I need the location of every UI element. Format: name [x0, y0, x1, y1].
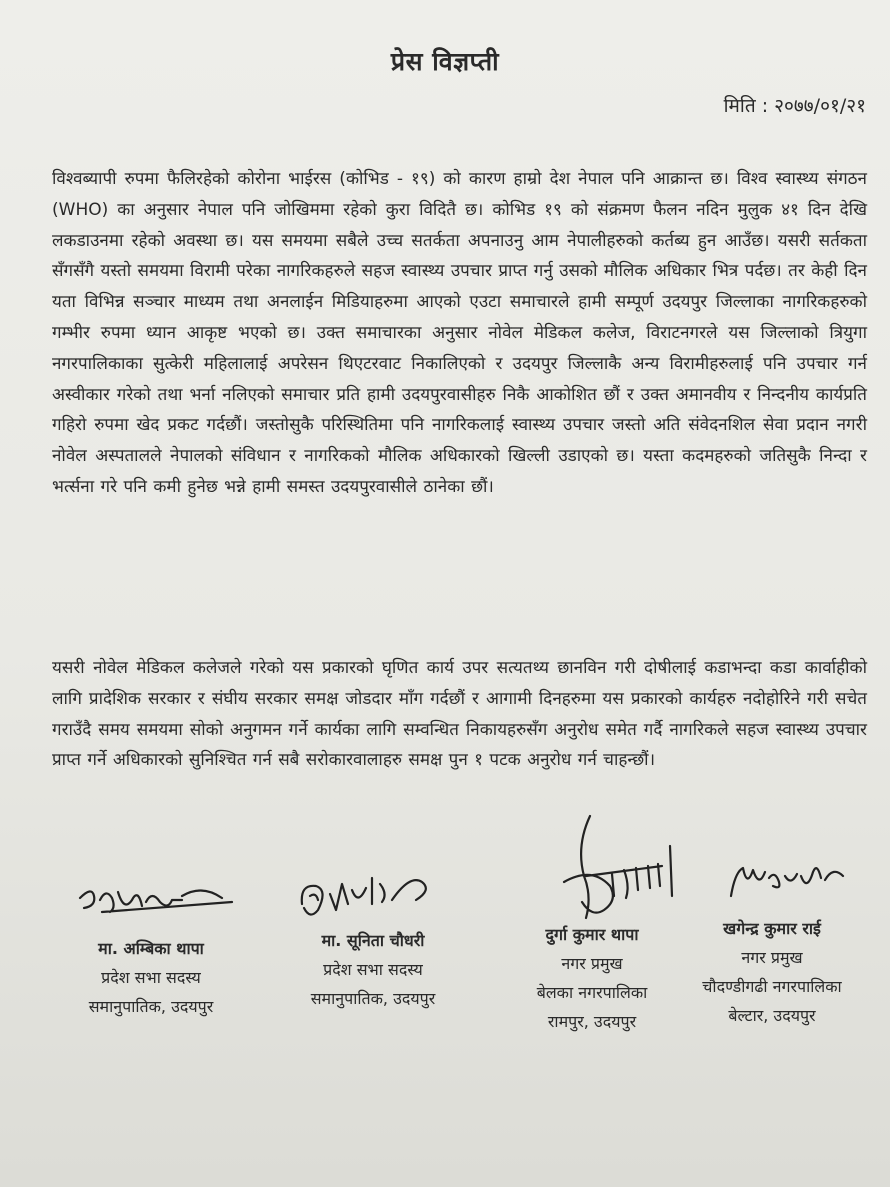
- signatory-office: चौदण्डीगढी नगरपालिका: [702, 977, 842, 996]
- signatory-title: प्रदेश सभा सदस्य: [323, 960, 423, 979]
- signature-3-image: [552, 806, 692, 936]
- signatory-title: नगर प्रमुख: [561, 954, 623, 973]
- signatory-1: [56, 934, 246, 1021]
- signatory-name: मा. अम्बिका थापा: [98, 939, 204, 958]
- document-title: प्रेस विज्ञप्ती: [390, 47, 500, 76]
- signatory-name: खगेन्द्र कुमार राई: [723, 919, 821, 938]
- signatory-affiliation: समानुपातिक, उदयपुर: [310, 989, 436, 1008]
- signatory-3: [492, 920, 692, 1036]
- signature-1-image: [72, 878, 242, 928]
- paragraph-2: यसरी नोवेल मेडिकल कलेजले गरेको यस प्रकारको घृणित कार्य उपर सत्यतथ्य छानविन गरी दोषीलाई कडाभन्दा कडा कार्वाहीको लागि प्रादेशिक सरकार र संघीय सरकार समक्ष जोडदार माँग गर्दछौं र आगामी दिनहरुमा यस प्रकारको कार्यहरु नदोहोरिने गरी सचेत गराउँदै समय समयमा सोको अनुगमन गर्ने कार्यका लागि सम्वन्धित निकायहरुसँग अनुरोध समेत गर्दै नागरिकले सहज स्वास्थ्य उपचार प्राप्त गर्ने अधिकारको सुनिश्चित गर्न सबै सरोकारवालाहरु समक्ष पुन १ पटक अनुरोध गर्न चाहन्छौं।: [52, 658, 867, 771]
- signatory-title: नगर प्रमुख: [741, 948, 803, 967]
- signatory-2: [278, 926, 468, 1013]
- document-date: मिति : २०७७/०१/२१: [723, 95, 866, 117]
- paragraph-1: विश्वब्यापी रुपमा फैलिरहेको कोरोना भाईरस (कोभिड - १९) को कारण हाम्रो देश नेपाल पनि आक्रान्त छ। विश्व स्वास्थ्य संगठन (WHO) का अनुसार नेपाल पनि जोखिममा रहेको कुरा विदितै छ। कोभिड १९ को संक्रमण फैलन नदिन मुलुक ४१ दिन देखि लकडाउनमा रहेको अवस्था छ। यस समयमा सबैले उच्च सतर्कता अपनाउनु आम नेपालीहरुको कर्तब्य हुन आउँछ। यसरी सर्तकता सँगसँगै यस्तो समयमा विरामी परेका नागरिकहरुले सहज स्वास्थ्य उपचार प्राप्त गर्नु उसको मौलिक अधिकार भित्र पर्दछ। तर केही दिन यता विभिन्न सञ्चार माध्यम तथा अनलाईन मिडियाहरुमा आएको एउटा समाचारले हामी सम्पूर्ण उदयपुर जिल्लाका नागरिकहरुको गम्भीर रुपमा ध्यान आकृष्ट भएको छ। उक्त समाचारका अनुसार नोवेल मेडिकल कलेज, विराटनगरले यस जिल्लाको त्रियुगा नगरपालिकाका सुत्केरी महिलालाई अपरेसन थिएटरवाट निकालिएको र उदयपुर जिल्लाकै अन्य विरामीहरुलाई पनि उपचार गर्न अस्वीकार गरेको तथा भर्ना नलिएको समाचार प्रति हामी उदयपुरवासीहरु निकै आकोशित छौं र उक्त अमानवीय र निन्दनीय कार्यप्रति गहिरो रुपमा खेद प्रकट गर्दछौं। जस्तोसुकै परिस्थितिमा पनि नागरिकलाई स्वास्थ्य उपचार जस्तो अति संवेदनशिल सेवा प्रदान नगरी नोवेल अस्पतालले नेपालको संविधान र नागरिकको मौलिक अधिकारको खिल्ली उडाएको छ। यस्ता कदमहरुको जतिसुकै निन्दा र भर्त्सना गरे पनि कमी हुनेछ भन्ने हामी समस्त उदयपुरवासीले ठानेका छौं।: [52, 169, 867, 497]
- signatory-name: दुर्गा कुमार थापा: [545, 925, 639, 944]
- signatory-office: बेलका नगरपालिका: [536, 983, 648, 1002]
- signatory-location: बेल्टार, उदयपुर: [728, 1006, 816, 1025]
- signatory-affiliation: समानुपातिक, उदयपुर: [88, 997, 214, 1016]
- signatory-name: मा. सूनिता चौधरी: [321, 931, 425, 950]
- signatory-4: [672, 914, 872, 1030]
- signature-4-image: [725, 852, 855, 912]
- signature-2-image: [292, 870, 442, 930]
- signatory-location: रामपुर, उदयपुर: [547, 1012, 637, 1031]
- signatory-title: प्रदेश सभा सदस्य: [101, 968, 201, 987]
